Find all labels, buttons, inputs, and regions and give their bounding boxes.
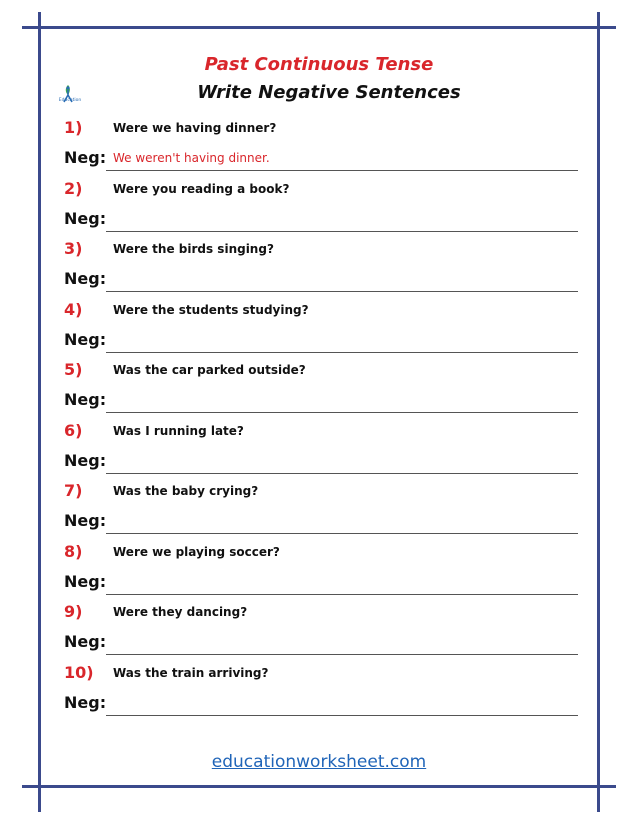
answer-line — [106, 352, 578, 353]
exercise-list — [0, 112, 638, 717]
page-title: Past Continuous Tense — [204, 54, 434, 75]
question-text: Were we playing soccer? — [113, 544, 280, 559]
question-text: Was the train arriving? — [113, 665, 269, 680]
question-number: 5) — [64, 360, 83, 379]
answer-text[interactable]: We weren't having dinner. — [113, 151, 270, 165]
exercise-item — [0, 415, 638, 476]
answer-line — [106, 533, 578, 534]
answer-line — [106, 654, 578, 655]
answer-line — [106, 412, 578, 413]
question-text: Were the birds singing? — [113, 242, 274, 256]
question-text: Were the students studying? — [113, 302, 309, 317]
question-number: 10) — [64, 662, 94, 682]
question-text: Was the car parked outside? — [113, 363, 306, 377]
frame-bottom-line — [22, 785, 616, 788]
question-number: 6) — [64, 420, 83, 440]
neg-label: Neg: — [64, 571, 107, 591]
answer-line — [106, 170, 578, 171]
question-text: Were they dancing? — [113, 605, 248, 619]
question-number: 3) — [64, 239, 83, 258]
exercise-item — [0, 112, 638, 173]
website-link[interactable]: educationworksheet.com — [211, 752, 427, 772]
question-number: 9) — [64, 602, 83, 621]
answer-line — [106, 473, 578, 474]
question-number: 7) — [64, 481, 83, 500]
neg-label: Neg: — [64, 269, 107, 288]
neg-label: Neg: — [64, 208, 107, 228]
question-number: 4) — [64, 299, 83, 319]
exercise-item — [0, 173, 638, 234]
exercise-item — [0, 657, 638, 718]
answer-line — [106, 715, 578, 716]
exercise-item — [0, 475, 638, 536]
neg-label: Neg: — [64, 329, 107, 349]
neg-label: Neg: — [64, 632, 107, 651]
neg-label: Neg: — [64, 148, 107, 167]
logo-text: Education — [58, 98, 82, 103]
answer-line — [106, 231, 578, 232]
question-number: 1) — [64, 118, 83, 137]
neg-label: Neg: — [64, 692, 107, 712]
neg-label: Neg: — [64, 450, 107, 470]
neg-label: Neg: — [64, 390, 107, 409]
question-text: Was the baby crying? — [113, 484, 259, 498]
exercise-item — [0, 536, 638, 597]
answer-line — [106, 594, 578, 595]
exercise-item — [0, 354, 638, 415]
question-text: Was I running late? — [113, 423, 244, 438]
neg-label: Neg: — [64, 511, 107, 530]
education-logo-icon — [56, 82, 84, 110]
exercise-item — [0, 233, 638, 294]
question-number: 2) — [64, 178, 83, 198]
exercise-item — [0, 294, 638, 355]
exercise-item — [0, 596, 638, 657]
frame-top-line — [22, 26, 616, 29]
question-text: Were we having dinner? — [113, 121, 277, 135]
answer-line — [106, 291, 578, 292]
question-text: Were you reading a book? — [113, 181, 290, 196]
page-subtitle: Write Negative Sentences — [197, 82, 461, 103]
question-number: 8) — [64, 541, 83, 561]
